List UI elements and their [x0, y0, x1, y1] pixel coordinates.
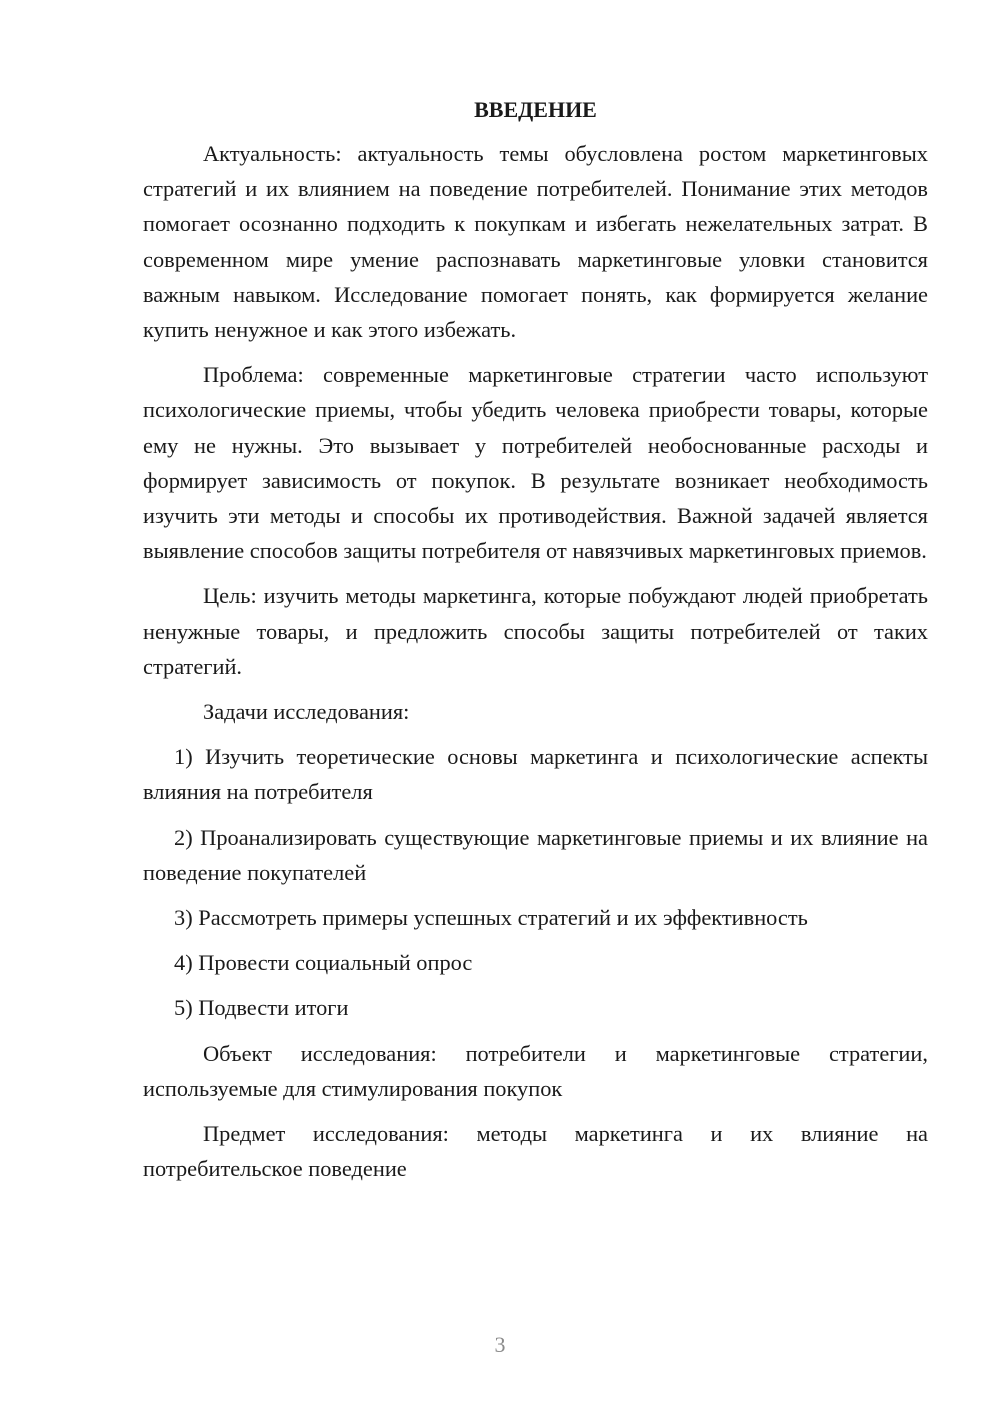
tasks-heading: Задачи исследования:	[203, 699, 410, 725]
task-item-2: 2) Проанализировать существующие маркетинговые приемы и их влияние на поведение покупателей	[143, 824, 928, 885]
paragraph-problem: Проблема: современные маркетинговые стратегии часто используют психологические приемы, чтобы убедить человека приобрести товары, которые ему не нужны. Это вызывает у потребителей необоснованные расходы и формирует зависимость от покупок. В результате возникает необходимость изучить эти методы и способы их противодействия. Важной задачей является выявление способов защиты потребителя от навязчивых маркетинговых приемов.	[143, 362, 928, 564]
paragraph-subject: Предмет исследования: методы маркетинга и их влияние на потребительское поведение	[143, 1121, 928, 1182]
paragraph-object: Объект исследования: потребители и маркетинговые стратегии, используемые для стимулирования покупок	[143, 1040, 928, 1101]
tasks-list	[143, 739, 928, 1025]
page-number: 3	[494, 1332, 506, 1357]
section-title: ВВЕДЕНИЕ	[474, 97, 597, 122]
document-page	[143, 94, 928, 1196]
task-item-1: 1) Изучить теоретические основы маркетинга и психологические аспекты влияния на потребителя	[143, 744, 928, 805]
task-item-4: 4) Провести социальный опрос	[174, 950, 473, 976]
paragraph-relevance: Актуальность: актуальность темы обусловлена ростом маркетинговых стратегий и их влиянием на поведение потребителей. Понимание этих методов помогает осознанно подходить к покупкам и избегать нежелательных затрат. В современном мире умение распознавать маркетинговые уловки становится важным навыком. Исследование помогает понять, как формируется желание купить ненужное и как этого избежать.	[143, 141, 928, 343]
task-item-3: 3) Рассмотреть примеры успешных стратегий и их эффективность	[174, 905, 808, 931]
task-item-5: 5) Подвести итоги	[174, 995, 349, 1021]
paragraph-goal: Цель: изучить методы маркетинга, которые побуждают людей приобретать ненужные товары, и предложить способы защиты потребителей от таких стратегий.	[143, 583, 928, 679]
